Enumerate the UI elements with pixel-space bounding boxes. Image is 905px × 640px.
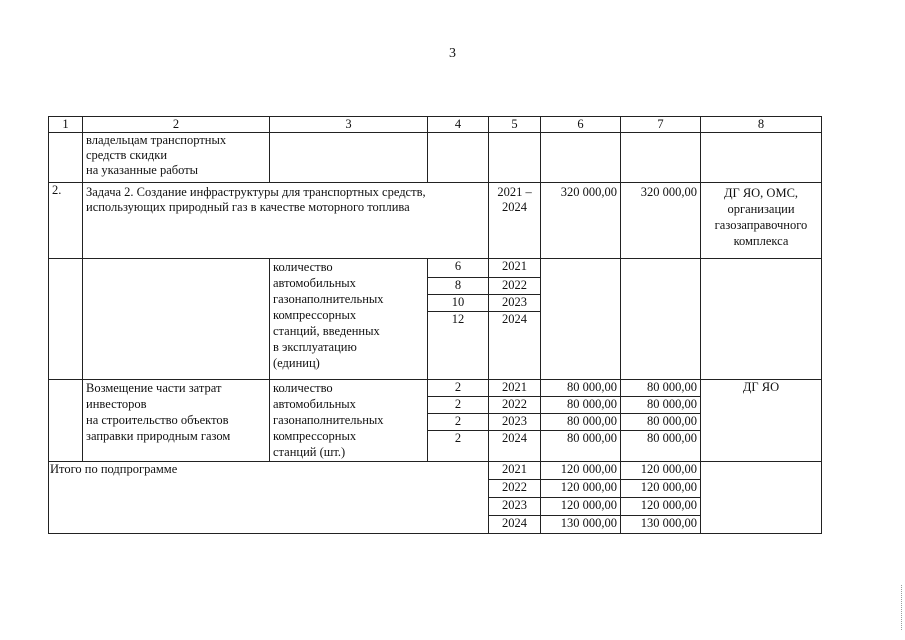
measure-year: 2023: [489, 414, 541, 431]
text-line: Возмещение части затрат: [86, 381, 222, 395]
text-line: количество: [273, 381, 333, 395]
empty-cell: [489, 133, 541, 183]
text-line: газонаполнительных: [273, 413, 384, 427]
total-year: 2024: [489, 516, 541, 534]
text-line: средств скидки: [86, 148, 168, 162]
empty-cell: [270, 133, 428, 183]
total-col6: 120 000,00: [541, 498, 621, 516]
indicator-year: 2022: [489, 278, 541, 295]
measure-col6: 80 000,00: [541, 431, 621, 462]
header-cell: 6: [541, 117, 621, 133]
total-col7: 130 000,00: [621, 516, 701, 534]
measure-name: [83, 380, 270, 462]
continuation-text: [83, 133, 270, 183]
continuation-row: [49, 133, 822, 183]
total-year: 2022: [489, 480, 541, 498]
text-line: на строительство объектов: [86, 413, 229, 427]
measure-year: 2024: [489, 431, 541, 462]
text-line: газонаполнительных: [273, 292, 384, 306]
empty-cell: [701, 462, 822, 534]
text-line: инвесторов: [86, 397, 147, 411]
header-row: [49, 117, 822, 133]
measure-col7: 80 000,00: [621, 431, 701, 462]
text-line: автомобильных: [273, 397, 356, 411]
indicator-text: [270, 259, 428, 380]
text-line: компрессорных: [273, 429, 357, 443]
header-cell: 2: [83, 117, 270, 133]
text-line: количество: [273, 260, 333, 274]
indicator-year: 2023: [489, 295, 541, 312]
measure-col6: 80 000,00: [541, 397, 621, 414]
total-col7: 120 000,00: [621, 480, 701, 498]
measure-indicator: [270, 380, 428, 462]
measure-value: 2: [428, 431, 489, 462]
header-cell: 3: [270, 117, 428, 133]
header-cell: 7: [621, 117, 701, 133]
text-line: на указанные работы: [86, 163, 199, 177]
measure-row: [49, 380, 822, 397]
measure-executor: ДГ ЯО: [701, 380, 822, 462]
empty-cell: [541, 133, 621, 183]
text-line: станций (шт.): [273, 445, 346, 459]
total-col6: 130 000,00: [541, 516, 621, 534]
indicator-value: 6: [428, 259, 489, 278]
indicator-row: [49, 259, 822, 278]
measure-year: 2021: [489, 380, 541, 397]
total-year: 2021: [489, 462, 541, 480]
task-col6: 320 000,00: [541, 183, 621, 259]
total-col7: 120 000,00: [621, 462, 701, 480]
empty-cell: [428, 133, 489, 183]
total-label: Итого по подпрограмме: [49, 462, 489, 534]
measure-col6: 80 000,00: [541, 414, 621, 431]
indicator-value: 12: [428, 312, 489, 380]
task-executor: ДГ ЯО, ОМС, организации газозаправочного комплекса: [701, 183, 822, 259]
total-year: 2023: [489, 498, 541, 516]
indicator-value: 8: [428, 278, 489, 295]
empty-cell: [621, 133, 701, 183]
measure-col7: 80 000,00: [621, 380, 701, 397]
measure-value: 2: [428, 397, 489, 414]
task-text: Задача 2. Создание инфраструктуры для транспортных средств, использующих природный газ в качестве моторного топлива: [83, 183, 489, 259]
total-col6: 120 000,00: [541, 462, 621, 480]
task-number: 2.: [49, 183, 83, 259]
empty-cell: [49, 259, 83, 380]
task-years: 2021 – 2024: [489, 183, 541, 259]
task-col7: 320 000,00: [621, 183, 701, 259]
text-line: автомобильных: [273, 276, 356, 290]
total-col7: 120 000,00: [621, 498, 701, 516]
text-line: компрессорных: [273, 308, 357, 322]
measure-col6: 80 000,00: [541, 380, 621, 397]
empty-cell: [621, 259, 701, 380]
measure-col7: 80 000,00: [621, 414, 701, 431]
indicator-value: 10: [428, 295, 489, 312]
task-row: [49, 183, 822, 259]
total-row: [49, 462, 822, 480]
text-line: в эксплуатацию: [273, 340, 357, 354]
empty-cell: [701, 259, 822, 380]
header-cell: 4: [428, 117, 489, 133]
scan-edge-mark: [901, 585, 903, 630]
total-col6: 120 000,00: [541, 480, 621, 498]
header-cell: 1: [49, 117, 83, 133]
header-cell: 8: [701, 117, 822, 133]
empty-cell: [701, 133, 822, 183]
text-line: (единиц): [273, 356, 320, 370]
measure-value: 2: [428, 380, 489, 397]
empty-cell: [49, 380, 83, 462]
measure-col7: 80 000,00: [621, 397, 701, 414]
measure-year: 2022: [489, 397, 541, 414]
empty-cell: [49, 133, 83, 183]
empty-cell: [541, 259, 621, 380]
indicator-year: 2021: [489, 259, 541, 278]
text-line: станций, введенных: [273, 324, 380, 338]
empty-cell: [83, 259, 270, 380]
measure-value: 2: [428, 414, 489, 431]
header-cell: 5: [489, 117, 541, 133]
program-table: [48, 116, 822, 534]
text-line: заправки природным газом: [86, 429, 231, 443]
text-line: владельцам транспортных: [86, 133, 227, 147]
indicator-year: 2024: [489, 312, 541, 380]
page-number: 3: [449, 46, 456, 61]
